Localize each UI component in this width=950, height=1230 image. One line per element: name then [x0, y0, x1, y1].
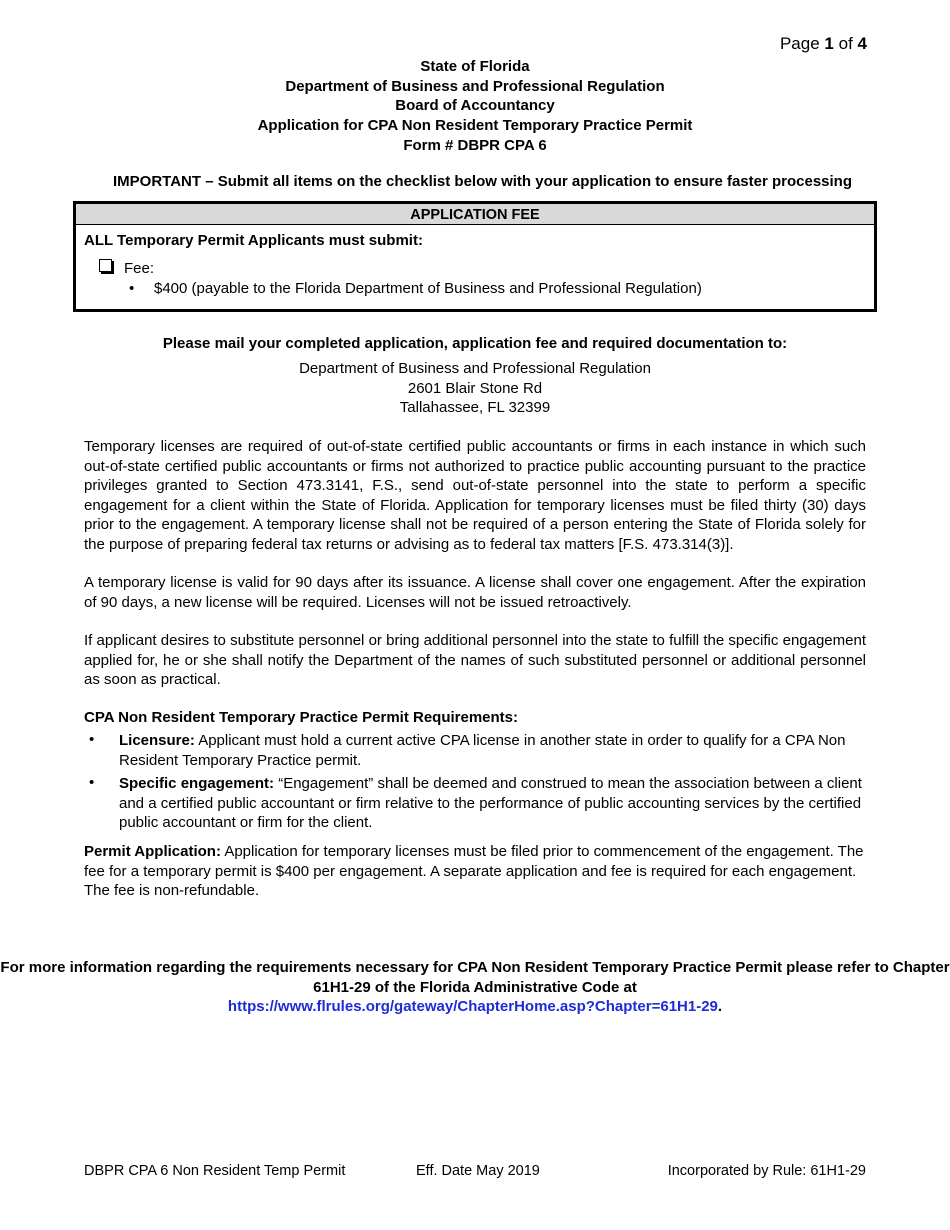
more-information	[0, 958, 950, 1017]
application-fee-box	[73, 201, 877, 312]
temporary-licenses-paragraph: Temporary licenses are required of out-of-state certified public accountants or firms in each instance in which such out-of-state certified public accountants or firms not authorized to practice public accounting pursuant to the practice privileges granted to Section 473.3141, F.S., send out-of-state personnel into the state to perform a specific engagement for a client within the State of Florida. Application for temporary licenses must be filed thirty (30) days prior to the engagement. A temporary license shall not be required of a person entering the State of Florida solely for the purpose of preparing federal tax returns or advising as to federal tax matters [F.S. 473.314(3)].	[84, 438, 866, 553]
fee-amount-item: $400 (payable to the Florida Department of Business and Professional Regulation)	[154, 280, 702, 297]
important-notice: IMPORTANT – Submit all items on the checklist below with your application to ensure faster processing	[112, 173, 853, 190]
permit-application-text: Application for temporary licenses must be filed prior to commencement of the engagement. The fee for a temporary permit is $400 per engagement. A separate application and fee is required for each engagement. The fee is non-refundable.	[84, 843, 864, 899]
requirement-label: Licensure:	[119, 732, 195, 749]
license-validity-paragraph: A temporary license is valid for 90 days after its issuance. A license shall cover one engagement. After the expiration of 90 days, a new license will be required. Licenses will not be issued retroactively.	[84, 574, 866, 611]
fee-checkbox-label: Fee:	[124, 260, 155, 277]
header-state: State of Florida	[420, 58, 530, 75]
requirements-heading: CPA Non Resident Temporary Practice Permit Requirements:	[84, 709, 519, 726]
header-form-number: Form # DBPR CPA 6	[403, 136, 547, 154]
bullet-icon: •	[89, 774, 95, 791]
personnel-substitution-paragraph: If applicant desires to substitute personnel or bring additional personnel into the state to fulfill the specific engagement applied for, he or she shall notify the Department of the names of such substituted personnel or additional personnel as soon as practical.	[84, 632, 866, 688]
page-prefix: Page	[779, 34, 820, 53]
page-current: 1	[824, 34, 834, 53]
form-header	[0, 57, 950, 156]
header-board: Board of Accountancy	[395, 97, 555, 115]
fee-intro: ALL Temporary Permit Applicants must submit:	[84, 232, 423, 249]
address-line-2: 2601 Blair Stone Rd	[407, 379, 543, 397]
requirement-text: “Engagement” shall be deemed and construed to mean the association between a client and a certified public accountant or firm relative to the performance of public accounting services by the certified public accountant or firm for the client.	[119, 775, 862, 831]
permit-application-paragraph	[84, 842, 870, 901]
more-info-period: .	[717, 998, 723, 1015]
header-department: Department of Business and Professional Regulation	[285, 77, 665, 95]
flrules-link[interactable]: https://www.flrules.org/gateway/ChapterHome.asp?Chapter=61H1-29	[227, 998, 718, 1015]
address-line-3: Tallahassee, FL 32399	[399, 399, 551, 417]
mail-heading: Please mail your completed application, application fee and required documentation to:	[162, 335, 788, 352]
page-number	[780, 34, 867, 54]
page-total: 4	[857, 34, 867, 53]
footer-rule: Incorporated by Rule: 61H1-29	[667, 1163, 866, 1179]
address-line-1: Department of Business and Professional Regulation	[299, 360, 651, 377]
requirement-licensure	[119, 731, 869, 770]
application-fee-title: APPLICATION FEE	[76, 204, 874, 225]
footer-form-name: DBPR CPA 6 Non Resident Temp Permit	[84, 1163, 346, 1179]
fee-checkbox[interactable]	[99, 259, 112, 272]
mailing-address	[0, 359, 950, 418]
header-application-title: Application for CPA Non Resident Temporary Practice Permit	[257, 117, 693, 135]
bullet-icon: •	[89, 731, 95, 748]
page-of: of	[838, 34, 853, 53]
footer-effective-date: Eff. Date May 2019	[416, 1163, 540, 1179]
bullet-icon: •	[129, 280, 135, 297]
requirement-label: Specific engagement:	[119, 775, 275, 792]
requirement-specific-engagement	[119, 774, 869, 833]
more-info-text: For more information regarding the requirements necessary for CPA Non Resident Temporary Practice Permit please refer to Chapter 61H1-29 of the Florida Administrative Code at	[0, 959, 950, 996]
requirement-text: Applicant must hold a current active CPA license in another state in order to qualify for a CPA Non Resident Temporary Practice permit.	[119, 732, 846, 769]
permit-application-label: Permit Application:	[84, 843, 221, 860]
